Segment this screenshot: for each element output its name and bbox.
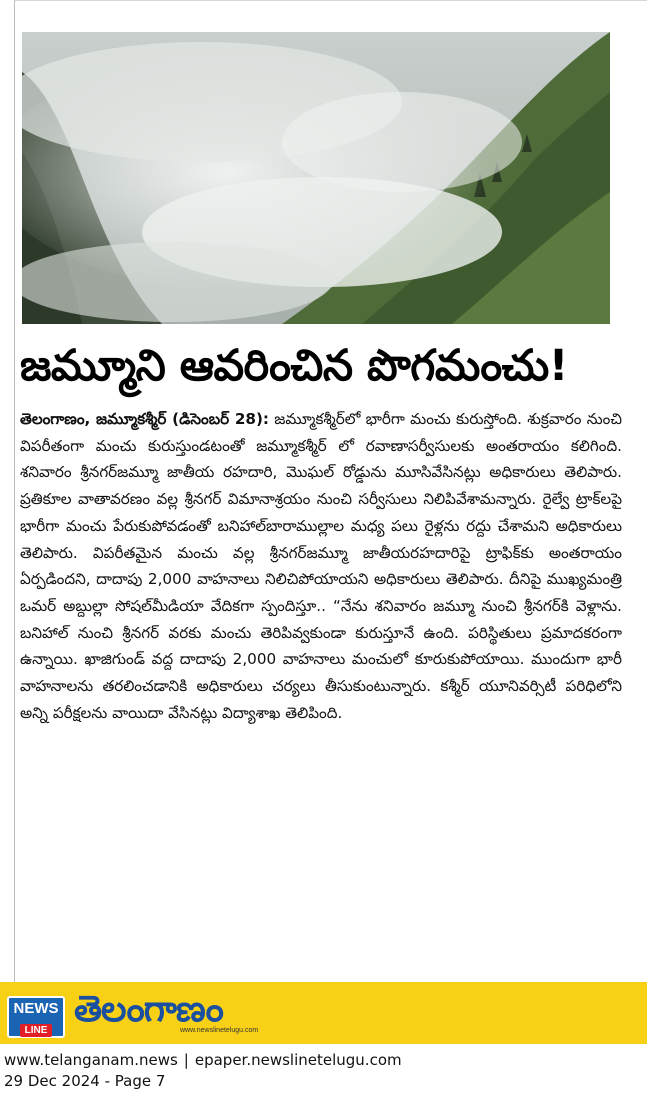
- brand-site: www.newslinetelugu.com: [180, 1027, 259, 1034]
- link-epaper[interactable]: epaper.newslinetelugu.com: [194, 1051, 402, 1069]
- newsline-logo: [7, 996, 65, 1038]
- misty-mountain-photo: [22, 32, 610, 324]
- article-body: [20, 406, 622, 726]
- headline: జమ్మూని ఆవరించిన పొగమంచు!: [20, 341, 568, 391]
- footer-band: [0, 982, 647, 1044]
- page-info: 29 Dec 2024 - Page 7: [4, 1072, 166, 1090]
- misty-mountain-image: [22, 32, 610, 324]
- article-body-text: జమ్మూకశ్మీర్‌లో భారీగా మంచు కురుస్తోంది. శుక్రవారం నుంచి విపరీతంగా మంచు కురుస్తుండటంతో జమ్మూకశ్మీర్ లో రవాణాసర్వీసులకు అంతరాయం కలిగింది. శనివారం శ్రీనగర్‌జమ్మూ జాతీయ రహదారి, మొఘల్ రోడ్డును మూసివేసినట్లు అధికారులు తెలిపారు. ప్రతికూల వాతావరణం వల్ల శ్రీనగర్ విమానాశ్రయం నుంచి సర్వీసులు నిలిపివేశామన్నారు. రైల్వే ట్రాక్‌లపై భారీగా మంచు పేరుకుపోవడంతో బనిహాల్‌బారాముల్లాల మధ్య పలు రైళ్లను రద్దు చేశామని అధికారులు తెలిపారు. విపరీతమైన మంచు వల్ల శ్రీనగర్‌జమ్మూ జాతీయరహదారిపై ట్రాఫిక్‌కు అంతరాయం ఏర్పడిందని, దాదాపు 2,000 వాహనాలు నిలిచిపోయాయని అధికారులు తెలిపారు. దీనిపై ముఖ్యమంత్రి ఒమర్ అబ్దుల్లా సోషల్‌మీడియా వేదికగా స్పందిస్తూ.. “నేను శనివారం జమ్మూ నుంచి శ్రీనగర్‌కి వెళ్లాను. బనిహాల్ నుంచి శ్రీనగర్ వరకు మంచు తెరిపివ్వకుండా కురుస్తూనే ఉంది. పరిస్థితులు ప్రమాదకరంగా ఉన్నాయి. ఖాజిగుండ్ వద్ద దాదాపు 2,000 వాహనాలు మంచులో కూరుకుపోయాయి. ముందుగా భారీ వాహనాలను తరలించడానికి అధికారులు చర్యలు తీసుకుంటున్నారు. కశ్మీర్ యూనివర్సిటీ పరిధిలోని అన్ని పరీక్షలను వాయిదా వేసినట్లు విద్యాశాఖ తెలిపింది.: [20, 410, 622, 722]
- dateline: తెలంగాణం, జమ్మూకశ్మీర్ (డిసెంబర్ 28):: [20, 410, 270, 428]
- link-separator: |: [183, 1051, 189, 1069]
- newsline-logo-line: LINE: [20, 1024, 53, 1037]
- telanganam-brand: తెలంగాణం: [74, 989, 223, 1030]
- newsline-logo-news: NEWS: [13, 1000, 59, 1017]
- link-telanganam[interactable]: www.telanganam.news: [4, 1051, 178, 1069]
- footer-links: [4, 1050, 402, 1070]
